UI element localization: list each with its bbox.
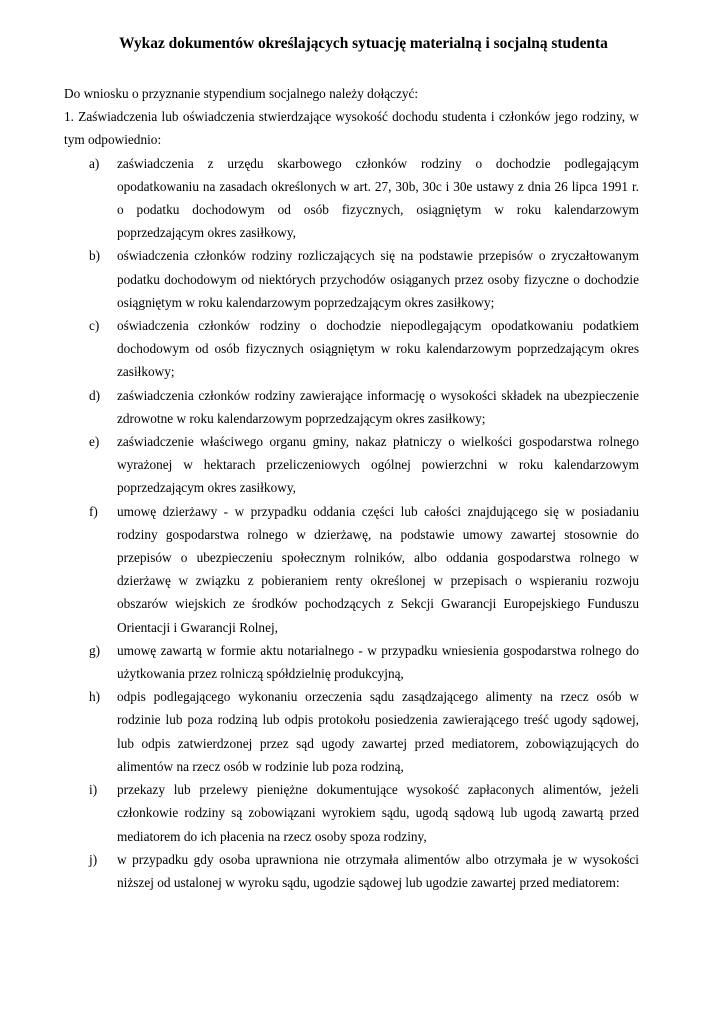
list-item-text: zaświadczenia z urzędu skarbowego członków rodziny o dochodzie podlegającym opodatkowaniu na zasadach określonych w art. 27, 30b, 30c i 30e ustawy z dnia 26 lipca 1991 r. o podatku dochodowym od osób fizycznych, osiągniętym w roku kalendarzowym poprzedzającym okres zasiłkowy, [117, 155, 639, 241]
list-item-j [64, 848, 639, 894]
list-item-text: przekazy lub przelewy pieniężne dokumentujące wysokość zapłaconych alimentów, jeżeli członkowie rodziny są zobowiązani wyrokiem sądu, ugodą sądową lub ugodą zawartą przed mediatorem do ich płacenia na rzecz osoby spoza rodziny, [117, 782, 639, 844]
document-title: Wykaz dokumentów określających sytuację materialną i socjalną studenta [119, 35, 608, 52]
document-list [64, 152, 639, 895]
list-marker: d) [89, 387, 101, 403]
list-marker: b) [89, 248, 101, 264]
list-item-text: odpis podlegającego wykonaniu orzeczenia sądu zasądzającego alimenty na rzecz osób w rodzinie lub poza rodziną lub odpis protokołu posiedzenia zawierającego treść ugody sądowej, lub odpis zatwierdzonej przez sąd ugody zawartej przed mediatorem, zobowiązujących do alimentów na rzecz osób w rodzinie lub poza rodziną, [117, 689, 639, 774]
list-marker: a) [89, 155, 100, 171]
list-marker: i) [89, 782, 98, 798]
section-1-text: 1. Zaświadczenia lub oświadczenia stwierdzające wysokość dochodu studenta i członków jego rodziny, w tym odpowiednio: [64, 109, 639, 148]
list-marker: e) [89, 434, 100, 450]
intro-text: Do wniosku o przyznanie stypendium socjalnego należy dołączyć: [64, 86, 419, 101]
list-item-f [64, 500, 639, 639]
list-item-i [64, 778, 639, 848]
list-marker: c) [89, 318, 100, 334]
list-item-e [64, 430, 639, 500]
list-marker: g) [89, 642, 101, 658]
list-item-h [64, 685, 639, 778]
list-marker: f) [89, 503, 98, 519]
list-item-g [64, 639, 639, 685]
list-item-a [64, 152, 639, 245]
list-item-d [64, 384, 639, 430]
list-item-text: zaświadczenie właściwego organu gminy, nakaz płatniczy o wielkości gospodarstwa rolnego wyrażonej w hektarach przeliczeniowych ogólnej powierzchni w roku kalendarzowym poprzedzającym okres zasiłkowy, [117, 434, 639, 496]
list-item-text: oświadczenia członków rodziny o dochodzie niepodlegającym opodatkowaniu podatkiem dochodowym od osób fizycznych osiągniętym w roku kalendarzowym poprzedzającym okres zasiłkowy; [117, 318, 639, 380]
list-item-text: w przypadku gdy osoba uprawniona nie otrzymała alimentów albo otrzymała je w wysokości niższej od ustalonej w wyroku sądu, ugodzie sądowej lub ugodzie zawartej przed mediatorem: [117, 851, 639, 890]
list-item-text: zaświadczenia członków rodziny zawierające informację o wysokości składek na ubezpieczenie zdrowotne w roku kalendarzowym poprzedzającym okres zasiłkowy; [117, 387, 639, 426]
list-item-c [64, 314, 639, 384]
list-marker: h) [89, 689, 101, 705]
list-item-text: umowę zawartą w formie aktu notarialnego - w przypadku wniesienia gospodarstwa rolnego do użytkowania przez rolniczą spółdzielnię produkcyjną, [117, 642, 639, 682]
list-marker: j) [89, 851, 98, 867]
list-item-text: umowę dzierżawy - w przypadku oddania części lub całości znajdującego się w posiadaniu rodziny gospodarstwa rolnego w dzierżawę, na podstawie umowy zawartej stosownie do przepisów o ubezpieczeniu społecznym rolników, albo oddania gospodarstwa rolnego w dzierżawę w związku z pobieraniem renty określonej w przepisach o wspieraniu rozwoju obszarów wiejskich ze środków pochodzących z Sekcji Gwarancji Europejskiego Funduszu Orientacji i Gwarancji Rolnej, [117, 503, 639, 635]
list-item-text: oświadczenia członków rodziny rozliczających się na podstawie przepisów o zryczałtowanym podatku dochodowym od niektórych przychodów osiąganych przez osoby fizyczne o dochodzie osiągniętym w roku kalendarzowym poprzedzającym okres zasiłkowy; [117, 248, 639, 310]
list-item-b [64, 244, 639, 314]
